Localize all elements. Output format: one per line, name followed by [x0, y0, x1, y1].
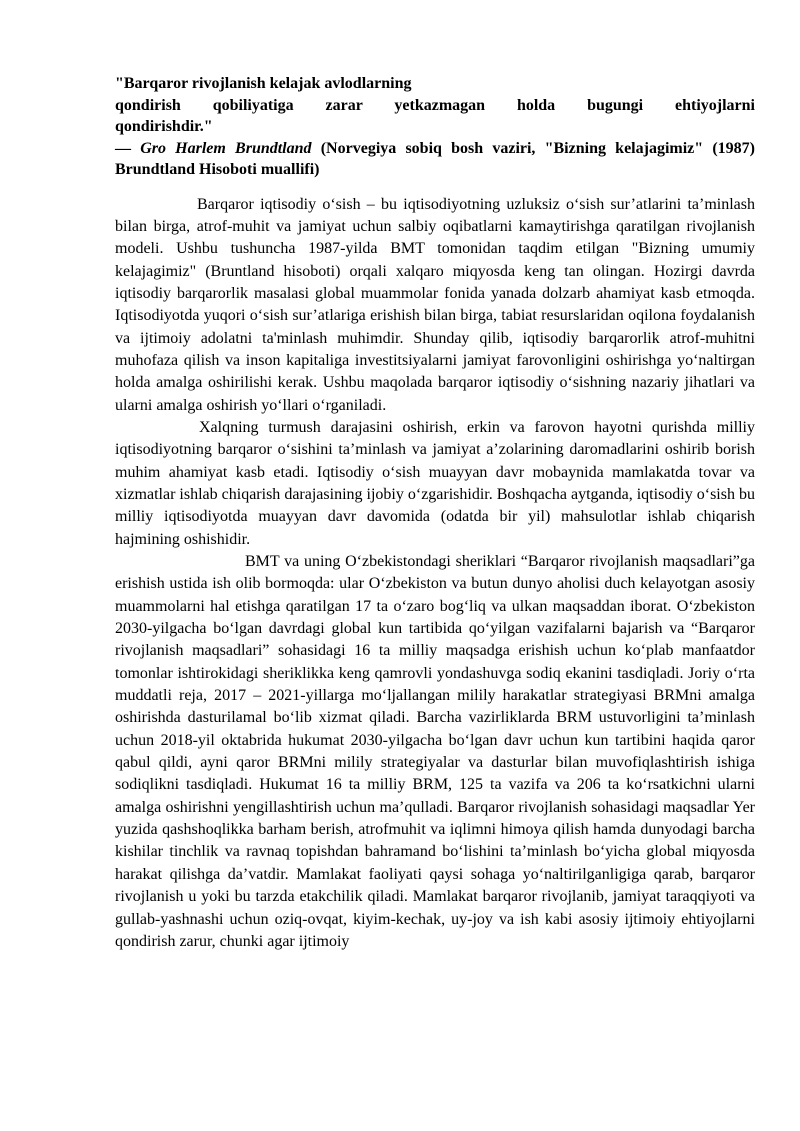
epigraph-quote: [115, 73, 755, 181]
quote-line-2: qondirish qobiliyatiga zarar yetkazmagan holda bugungi ehtiyojlarni: [115, 96, 755, 114]
paragraph-3: BMT va uning O‘zbekistondagi sheriklari “Barqaror rivojlanish maqsadlari”ga erishish ustida ish olib bormoqda: ular O‘zbekiston va butun dunyo aholisi duch kelayotgan asosiy muammolarni hal etishga qaratilgan 17 ta o‘zaro bog‘liq va ulkan maqsaddan iborat. O‘zbekiston 2030-yilgacha bo‘lgan davrdagi global kun tartibida qo‘yilgan vazifalarni bajarish va “Barqaror rivojlanish maqsadlari” sohasidagi 16 ta milliy maqsadga erishish uchun ko‘plab manfaatdor tomonlar ishtirokidagi sheriklikka keng qamrovli yondashuvga sodiq ekanini tasdiqladi. Joriy o‘rta muddatli reja, 2017 – 2021-yillarga mo‘ljallangan milily harakatlar strategiyasi BRMni amalga oshirishda dasturilamal bo‘lib xizmat qiladi. Barcha vazirliklarda BRM ustuvorligini ta’minlash uchun 2018-yil oktabrida hukumat 2030-yilgacha bo‘lgan davr uchun kun tartibini haqida qaror qabul qildi, ayni qaror BRMni milily strategiyalar va dasturlar bilan muvofiqlashtirish ishiga sodiqlikni tasdiqladi. Hukumat 16 ta milliy BRM, 125 ta vazifa va 206 ta ko‘rsatkichni ularni amalga oshirishni yengillashtirish uchun ma’qulladi. Barqaror rivojlanish sohasidagi maqsadlar Yer yuzida qashshoqlikka barham berish, atrofmuhit va iqlimni himoya qilish hamda dunyodagi barcha kishilar tinchlik va ravnaq topishdan bahramand bo‘lishini ta’minlash bo‘yicha global miqyosda harakat qilishga da’vatdir. Mamlakat faoliyati qaysi sohaga yo‘naltirilganligiga qarab, barqaror rivojlanish u yoki bu tarzda etakchilik qiladi. Mamlakat barqaror rivojlanib, jamiyat taraqqiyoti va gullab-yashnashi uchun oziq-ovqat, kiyim-kechak, uy-joy va ish kabi asosiy ijtimoiy ehtiyojlarni qondirish zarur, chunki agar ijtimoiy: [115, 553, 755, 950]
document-page: [115, 73, 755, 953]
paragraph-2: Xalqning turmush darajasini oshirish, erkin va farovon hayotni qurishda milliy iqtisodiyotning barqaror o‘sishini ta’minlash va jamiyat a’zolarining daromadlarini oshirib borish muhim ahamiyat kasb etadi. Iqtisodiy o‘sish muayyan davr mobaynida mamlakatda tovar va xizmatlar ishlab chiqarish darajasining ijobiy o‘zgarishidir. Boshqacha aytganda, iqtisodiy o‘sish bu milliy iqtisodiyotda muayyan davr davomida (odatda bir yil) mahsulotlar ishlab chiqarish hajmining oshishidir.: [115, 418, 755, 548]
paragraph-1: Barqaror iqtisodiy o‘sish – bu iqtisodiyotning uzluksiz o‘sish sur’atlarini ta’minlash bilan birga, atrof-muhit va jamiyat uchun salbiy oqibatlarni kamaytirishga qaratilgan rivojlanish modeli. Ushbu tushuncha 1987-yilda BMT tomonidan taqdim etilgan "Bizning umumiy kelajagimiz" (Bruntland hisoboti) orqali xalqaro miqyosda keng tan olingan. Hozirgi davrda iqtisodiy barqarorlik masalasi global muammolar fonida yanada dolzarb ahamiyat kasb etmoqda. Iqtisodiyotda yuqori o‘sish sur’atlariga erishish bilan birga, tabiat resurslaridan oqilona foydalanish va ijtimoiy adolatni ta'minlash muhimdir. Shunday qilib, iqtisodiy barqarorlik atrof-muhitni muhofaza qilish va inson kapitaliga investitsiyalarni jamiyat farovonligini oshirishga yo‘naltirgan holda amalga oshirilishi kerak. Ushbu maqolada barqaror iqtisodiy o‘sishning nazariy jihatlari va ularni amalga oshirish yo‘llari o‘rganiladi.: [115, 195, 755, 414]
quote-author: Gro Harlem Brundtland: [140, 139, 312, 157]
article-body: [115, 194, 755, 954]
quote-line-3: qondirishdir.": [115, 118, 213, 135]
quote-attribution: [115, 138, 755, 181]
quote-author-role: (Norvegiya sobiq bosh vaziri, "Bizning kelajagimiz" (1987) Brundtland Hisoboti muallifi): [115, 139, 756, 178]
quote-line-1: "Barqaror rivojlanish kelajak avlodlarning: [115, 75, 412, 92]
attribution-dash: —: [115, 139, 141, 157]
